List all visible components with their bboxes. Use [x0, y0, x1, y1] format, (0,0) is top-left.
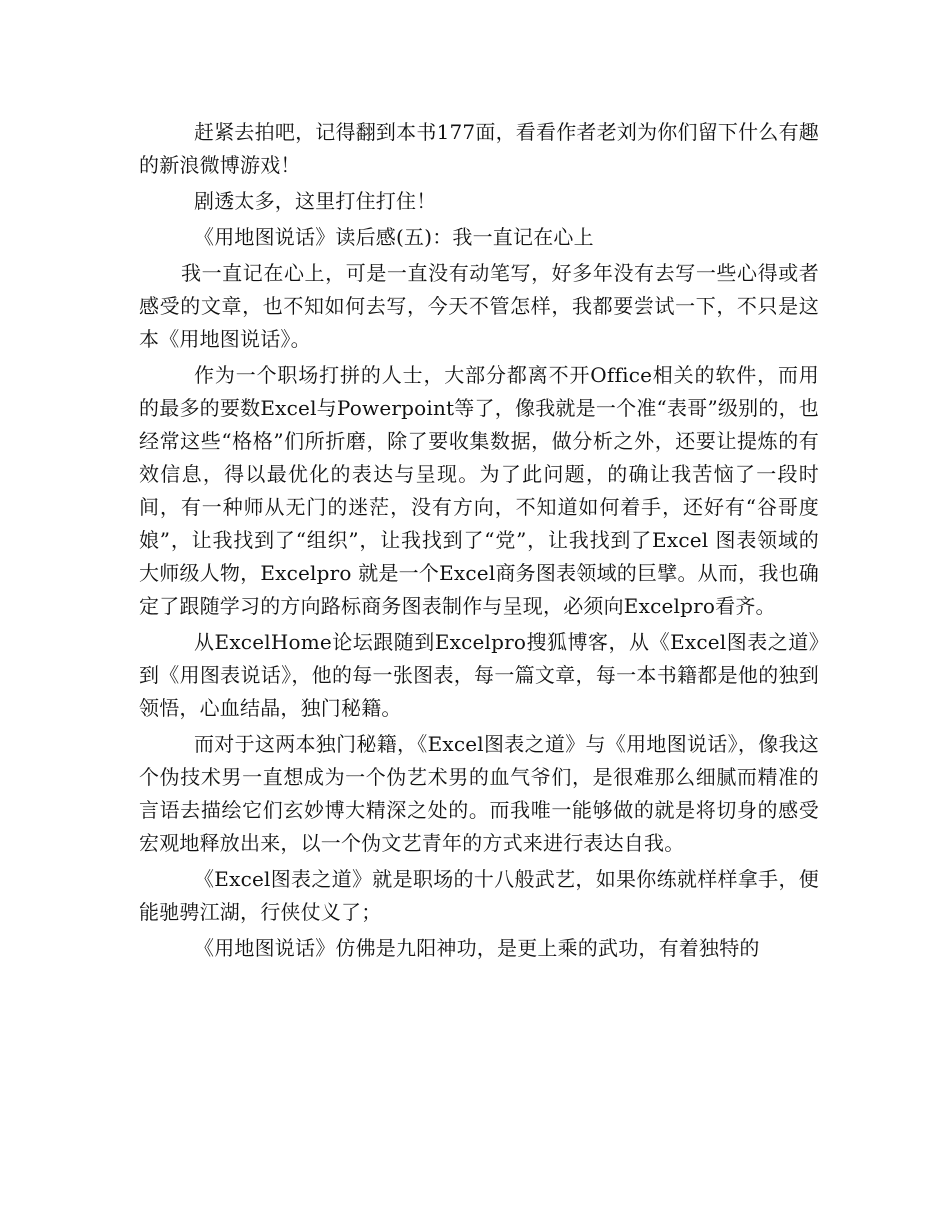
- paragraph-7: 《Excel图表之道》就是职场的十八般武艺，如果你练就样样拿手，便能驰骋江湖，行侠仗义了；: [139, 867, 819, 924]
- paragraph-4: 作为一个职场打拼的人士，大部分都离不开Office相关的软件，而用的最多的要数Excel与Powerpoint等了，像我就是一个准“表哥”级别的，也经常这些“格格”们所折磨，除了要收集数据，做分析之外，还要让提炼的有效信息，得以最优化的表达与呈现。为了此问题，的确让我苦恼了一段时间，有一种师从无门的迷茫，没有方向，不知道如何着手，还好有“谷哥度娘”，让我找到了“组织”，让我找到了“党”，让我找到了Excel 图表领域的大师级人物，Excelpro 就是一个Excel商务图表领域的巨擘。从而，我也确定了跟随学习的方向路标商务图表制作与呈现，必须向Excelpro看齐。: [139, 363, 819, 618]
- paragraph-8: 《用地图说话》仿佛是九阳神功，是更上乘的武功，有着独特的: [194, 936, 760, 960]
- paragraph-3: 我一直记在心上，可是一直没有动笔写，好多年没有去写一些心得或者感受的文章，也不知如何去写，今天不管怎样，我都要尝试一下，不只是这本《用地图说话》。: [139, 261, 819, 351]
- paragraph-1: 赶紧去拍吧，记得翻到本书177面，看看作者老刘为你们留下什么有趣的新浪微博游戏！: [139, 120, 819, 177]
- section-heading: 《用地图说话》读后感(五)：我一直记在心上: [194, 225, 594, 249]
- paragraph-6: 而对于这两本独门秘籍，《Excel图表之道》与《用地图说话》，像我这个伪技术男一直想成为一个伪艺术男的血气爷们，是很难那么细腻而精准的言语去描绘它们玄妙博大精深之处的。而我唯一能够做的就是将切身的感受宏观地释放出来，以一个伪文艺青年的方式来进行表达自我。: [139, 732, 819, 855]
- paragraph-5: 从ExcelHome论坛跟随到Excelpro搜狐博客，从《Excel图表之道》到《用图表说话》，他的每一张图表，每一篇文章，每一本书籍都是他的独到领悟，心血结晶，独门秘籍。: [139, 630, 819, 720]
- document-body: [139, 116, 819, 968]
- paragraph-2: 剧透太多，这里打住打住！: [194, 189, 437, 213]
